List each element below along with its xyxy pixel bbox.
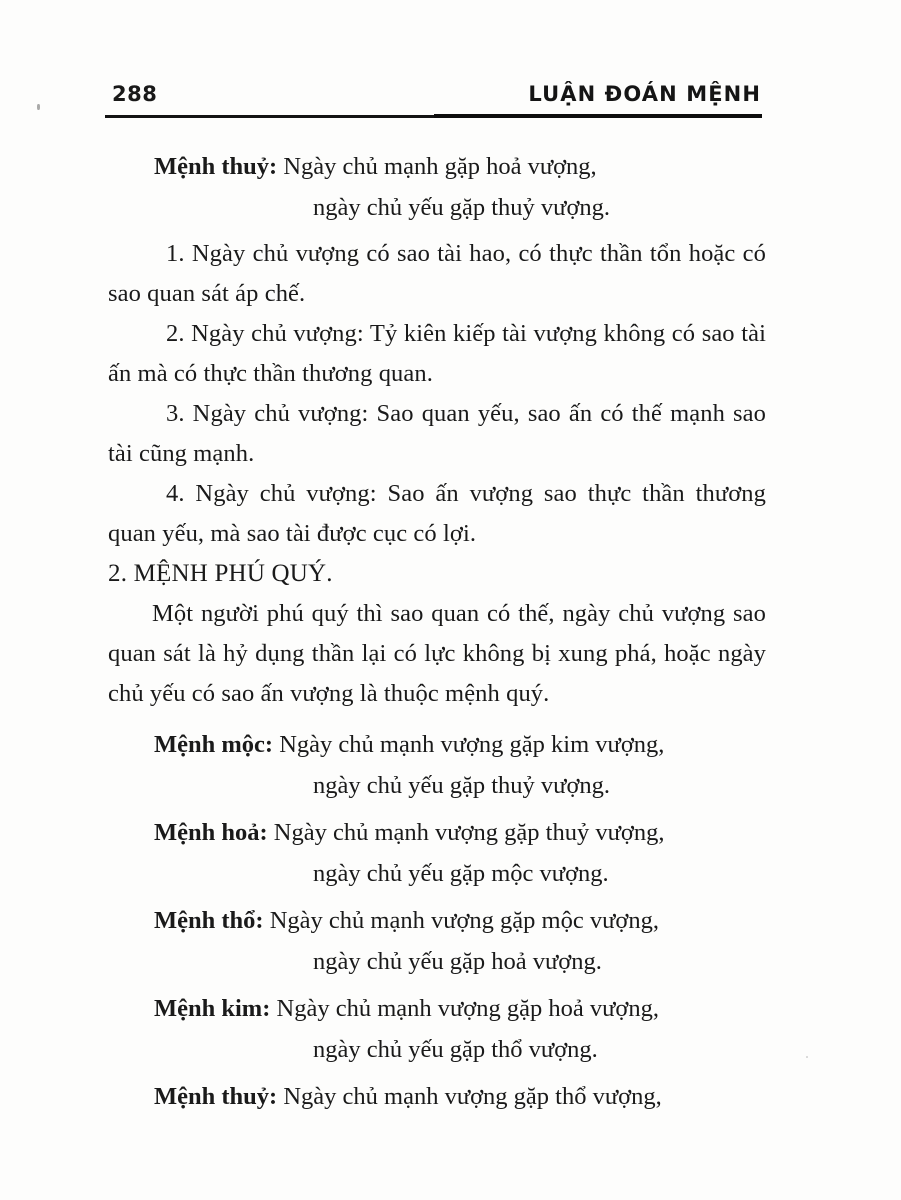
list-item-4: 4. Ngày chủ vượng: Sao ấn vượng sao thực thần thương quan yếu, mà sao tài được cục có lợi. (108, 480, 766, 547)
couplet-menh-moc (108, 724, 766, 806)
couplet-line-first-rest: Ngày chủ mạnh vượng gặp mộc vượng, (263, 907, 659, 934)
running-title: LUẬN ĐOÁN MỆNH (528, 82, 761, 106)
couplet-menh-hoa (108, 812, 766, 894)
couplet-line-first (108, 724, 766, 765)
couplet-menh-tho (108, 900, 766, 982)
couplet-line-second: ngày chủ yếu gặp thuỷ vượng. (313, 194, 611, 221)
couplet-lead-label: Mệnh thuỷ: (154, 1083, 278, 1110)
couplet-line-second: ngày chủ yếu gặp thổ vượng. (313, 1036, 598, 1063)
couplet-line-first (108, 146, 766, 187)
couplet-lead-label: Mệnh thổ: (154, 907, 264, 934)
couplet-line-first (108, 1076, 766, 1117)
couplet-line-first-rest: Ngày chủ mạnh vượng gặp thổ vượng, (277, 1083, 662, 1110)
spacer (108, 714, 766, 724)
list-item-1: 1. Ngày chủ vượng có sao tài hao, có thực thần tổn hoặc có sao quan sát áp chế. (108, 240, 766, 307)
scan-speck (37, 104, 40, 110)
couplet-lead-label: Mệnh kim: (154, 995, 271, 1022)
list-item-2: 2. Ngày chủ vượng: Tỷ kiên kiếp tài vượng không có sao tài ấn mà có thực thần thương quan. (108, 320, 766, 387)
couplet-lead-label: Mệnh thuỷ: (154, 153, 278, 180)
couplet-line-second: ngày chủ yếu gặp mộc vượng. (313, 860, 609, 887)
couplet-line-second: ngày chủ yếu gặp hoả vượng. (313, 948, 602, 975)
couplet-line-first-rest: Ngày chủ mạnh gặp hoả vượng, (277, 153, 597, 180)
couplet-line-first (108, 900, 766, 941)
page-number: 288 (112, 82, 158, 106)
section-heading: 2. MỆNH PHÚ QUÝ. (108, 560, 333, 587)
couplet-line-second: ngày chủ yếu gặp thuỷ vượng. (313, 772, 611, 799)
couplet-line-first-rest: Ngày chủ mạnh vượng gặp hoả vượng, (270, 995, 659, 1022)
couplet-line-first (108, 988, 766, 1029)
couplet-menh-thuy-top (108, 146, 766, 228)
header-divider-rule (105, 115, 762, 118)
running-header (105, 82, 761, 116)
page-body (108, 146, 766, 1117)
couplet-line-first-rest: Ngày chủ mạnh vượng gặp kim vượng, (273, 731, 665, 758)
couplet-line-first-rest: Ngày chủ mạnh vượng gặp thuỷ vượng, (267, 819, 665, 846)
couplet-menh-thuy-bottom (108, 1076, 766, 1117)
couplet-menh-kim (108, 988, 766, 1070)
couplet-lead-label: Mệnh mộc: (154, 731, 274, 758)
list-item-3: 3. Ngày chủ vượng: Sao quan yếu, sao ấn có thế mạnh sao tài cũng mạnh. (108, 400, 766, 467)
paragraph-phu-quy: Một người phú quý thì sao quan có thế, ngày chủ vượng sao quan sát là hỷ dụng thần lại có lực không bị xung phá, hoặc ngày chủ yếu có sao ấn vượng là thuộc mệnh quý. (108, 600, 766, 707)
scan-speck (806, 1056, 808, 1058)
couplet-lead-label: Mệnh hoả: (154, 819, 268, 846)
couplet-line-first (108, 812, 766, 853)
